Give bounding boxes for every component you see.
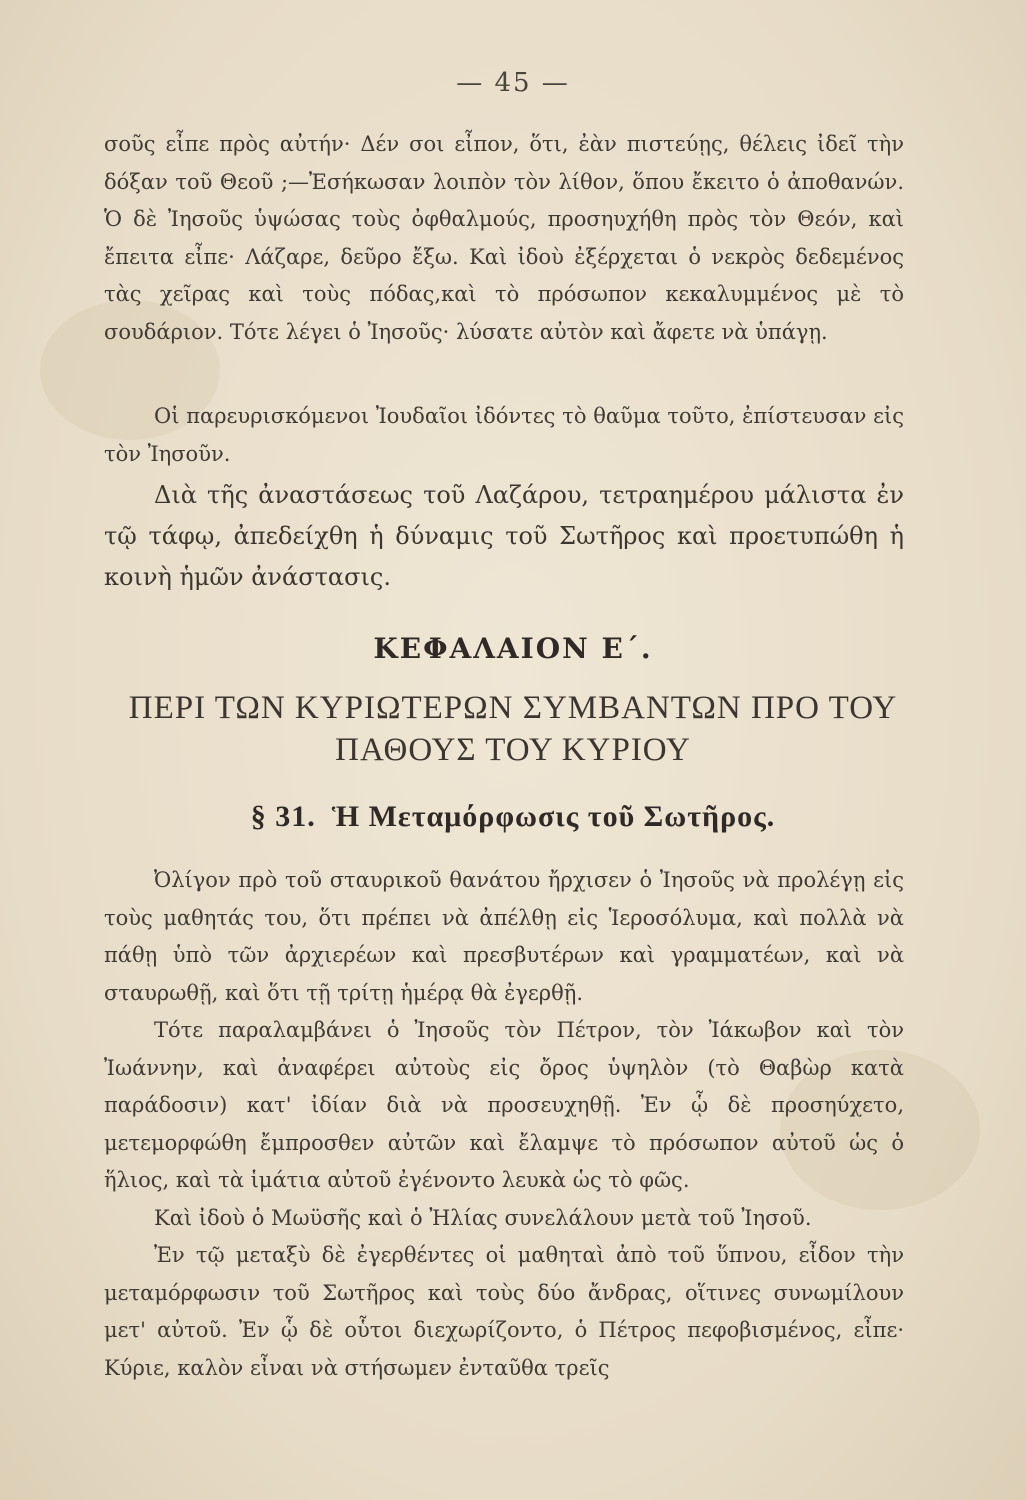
paragraph-text: Ὀλίγον πρὸ τοῦ σταυρικοῦ θανάτου ἤρχισεν ὁ Ἰησοῦς νὰ προλέγῃ εἰς τοὺς μαθητάς του, ὅτι πρέπει νὰ ἀπέλθῃ εἰς Ἱεροσόλυμα, καὶ πολλὰ νὰ πάθῃ ὑπὸ τῶν ἀρχιερέων καὶ πρεσβυτέρων καὶ γραμματέων, καὶ νὰ σταυρωθῇ, καὶ ὅτι τῇ τρίτῃ ἡμέρᾳ θὰ ἐγερθῇ.: [104, 868, 904, 1005]
section-number: § 31.: [250, 800, 316, 833]
paragraph-text: σοῦς εἶπε πρὸς αὐτήν· Δέν σοι εἶπον, ὅτι, ἐὰν πιστεύῃς, θέλεις ἰδεῖ τὴν δόξαν τοῦ Θεοῦ ;—Ἐσήκωσαν λοιπὸν τὸν λίθον, ὅπου ἔκειτο ὁ ἀποθανών. Ὁ δὲ Ἰησοῦς ὑψώσας τοὺς ὀφθαλμούς, προσηυχήθη πρὸς τὸν Θεόν, καὶ ἔπειτα εἶπε· Λάζαρε, δεῦρο ἔξω. Καὶ ἰδοὺ ἐξέρχεται ὁ νεκρὸς δεδεμένος τὰς χεῖρας καὶ τοὺς πόδας,καὶ τὸ πρόσωπον κεκαλυμμένος μὲ τὸ σουδάριον. Τότε λέγει ὁ Ἰησοῦς· λύσατε αὐτὸν καὶ ἄφετε νὰ ὑπάγῃ.: [104, 132, 904, 344]
chapter-title-line: ΠΕΡΙ ΤΩΝ ΚΥΡΙΩΤΕΡΩΝ ΣΥΜΒΑΝΤΩΝ ΠΡΟ ΤΟΥ: [128, 690, 898, 726]
paragraph-lazarus: [104, 126, 904, 351]
section-heading: [0, 800, 1026, 834]
section-title: Ἡ Μεταμόρφωσις τοῦ Σωτῆρος.: [331, 800, 776, 833]
paragraph-text: Καὶ ἰδοὺ ὁ Μωϋσῆς καὶ ὁ Ἠλίας συνελάλουν μετὰ τοῦ Ἰησοῦ.: [154, 1205, 812, 1230]
paragraph-believed: [104, 398, 904, 473]
section-body: [104, 862, 904, 1387]
chapter-title: [0, 687, 1026, 771]
paragraph-text: Ἐν τῷ μεταξὺ δὲ ἐγερθέντες οἱ μαθηταὶ ἀπὸ τοῦ ὕπνου, εἶδον τὴν μεταμόρφωσιν τοῦ Σωτῆρος καὶ τοὺς δύο ἄνδρας, οἵτινες συνωμίλουν μετ' αὐτοῦ. Ἐν ᾧ δὲ οὗτοι διεχωρίζοντο, ὁ Πέτρος πεφοβισμένος, εἶπε· Κύριε, καλὸν εἶναι νὰ στήσωμεν ἐνταῦθα τρεῖς: [104, 1243, 904, 1380]
chapter-title-line: ΠΑΘΟΥΣ ΤΟΥ ΚΥΡΙΟΥ: [335, 732, 691, 768]
paragraph-text: Οἱ παρευρισκόμενοι Ἰουδαῖοι ἰδόντες τὸ θαῦμα τοῦτο, ἐπίστευσαν εἰς τὸν Ἰησοῦν.: [104, 404, 904, 466]
page-number: — 45 —: [456, 68, 570, 98]
summary-paragraph: Διὰ τῆς ἀναστάσεως τοῦ Λαζάρου, τετραημέρου μάλιστα ἐν τῷ τάφῳ, ἀπεδείχθη ἡ δύναμις τοῦ Σωτῆρος καὶ προετυπώθη ἡ κοινὴ ἡμῶν ἀνάστασις.: [104, 481, 904, 591]
paragraph-text: Τότε παραλαμβάνει ὁ Ἰησοῦς τὸν Πέτρον, τὸν Ἰάκωβον καὶ τὸν Ἰωάννην, καὶ ἀναφέρει αὐτοὺς εἰς ὄρος ὑψηλὸν (τὸ Θαβὼρ κατὰ παράδοσιν) κατ' ἰδίαν διὰ νὰ προσευχηθῇ. Ἐν ᾧ δὲ προσηύχετο, μετεμορφώθη ἔμπροσθεν αὐτῶν καὶ ἔλαμψε τὸ πρόσωπον αὐτοῦ ὡς ὁ ἥλιος, καὶ τὰ ἱμάτια αὐτοῦ ἐγένοντο λευκὰ ὡς τὸ φῶς.: [104, 1018, 904, 1192]
chapter-heading: ΚΕΦΑΛΑΙΟΝ Ε΄.: [373, 632, 653, 665]
